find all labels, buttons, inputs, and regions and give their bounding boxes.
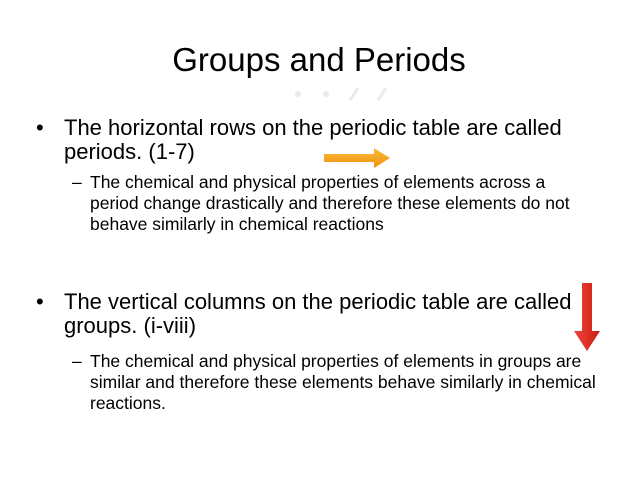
arrow-right-icon: [322, 146, 392, 170]
watermark-marks: [290, 84, 400, 104]
bullet-periods-text: The horizontal rows on the periodic table are called periods. (1-7): [64, 115, 562, 164]
bullet-groups: [36, 290, 581, 338]
sub-bullet-glyph: –: [72, 351, 82, 371]
bullet-groups-text: The vertical columns on the periodic table are called groups. (i-viii): [64, 289, 572, 338]
bullet-glyph: •: [36, 289, 44, 314]
arrow-down-icon: [572, 281, 602, 353]
slide-title: Groups and Periods: [172, 41, 466, 78]
sub-bullet-groups: [72, 351, 597, 414]
sub-bullet-periods-text: The chemical and physical properties of elements across a period change drastically and therefore these elements do not behave similarly in chemical reactions: [90, 172, 570, 234]
bullet-glyph: •: [36, 115, 44, 140]
bullet-periods: [36, 116, 581, 164]
sub-bullet-glyph: –: [72, 172, 82, 192]
sub-bullet-groups-text: The chemical and physical properties of elements in groups are similar and therefore these elements behave similarly in chemical reactions.: [90, 351, 596, 413]
sub-bullet-periods: [72, 172, 597, 235]
